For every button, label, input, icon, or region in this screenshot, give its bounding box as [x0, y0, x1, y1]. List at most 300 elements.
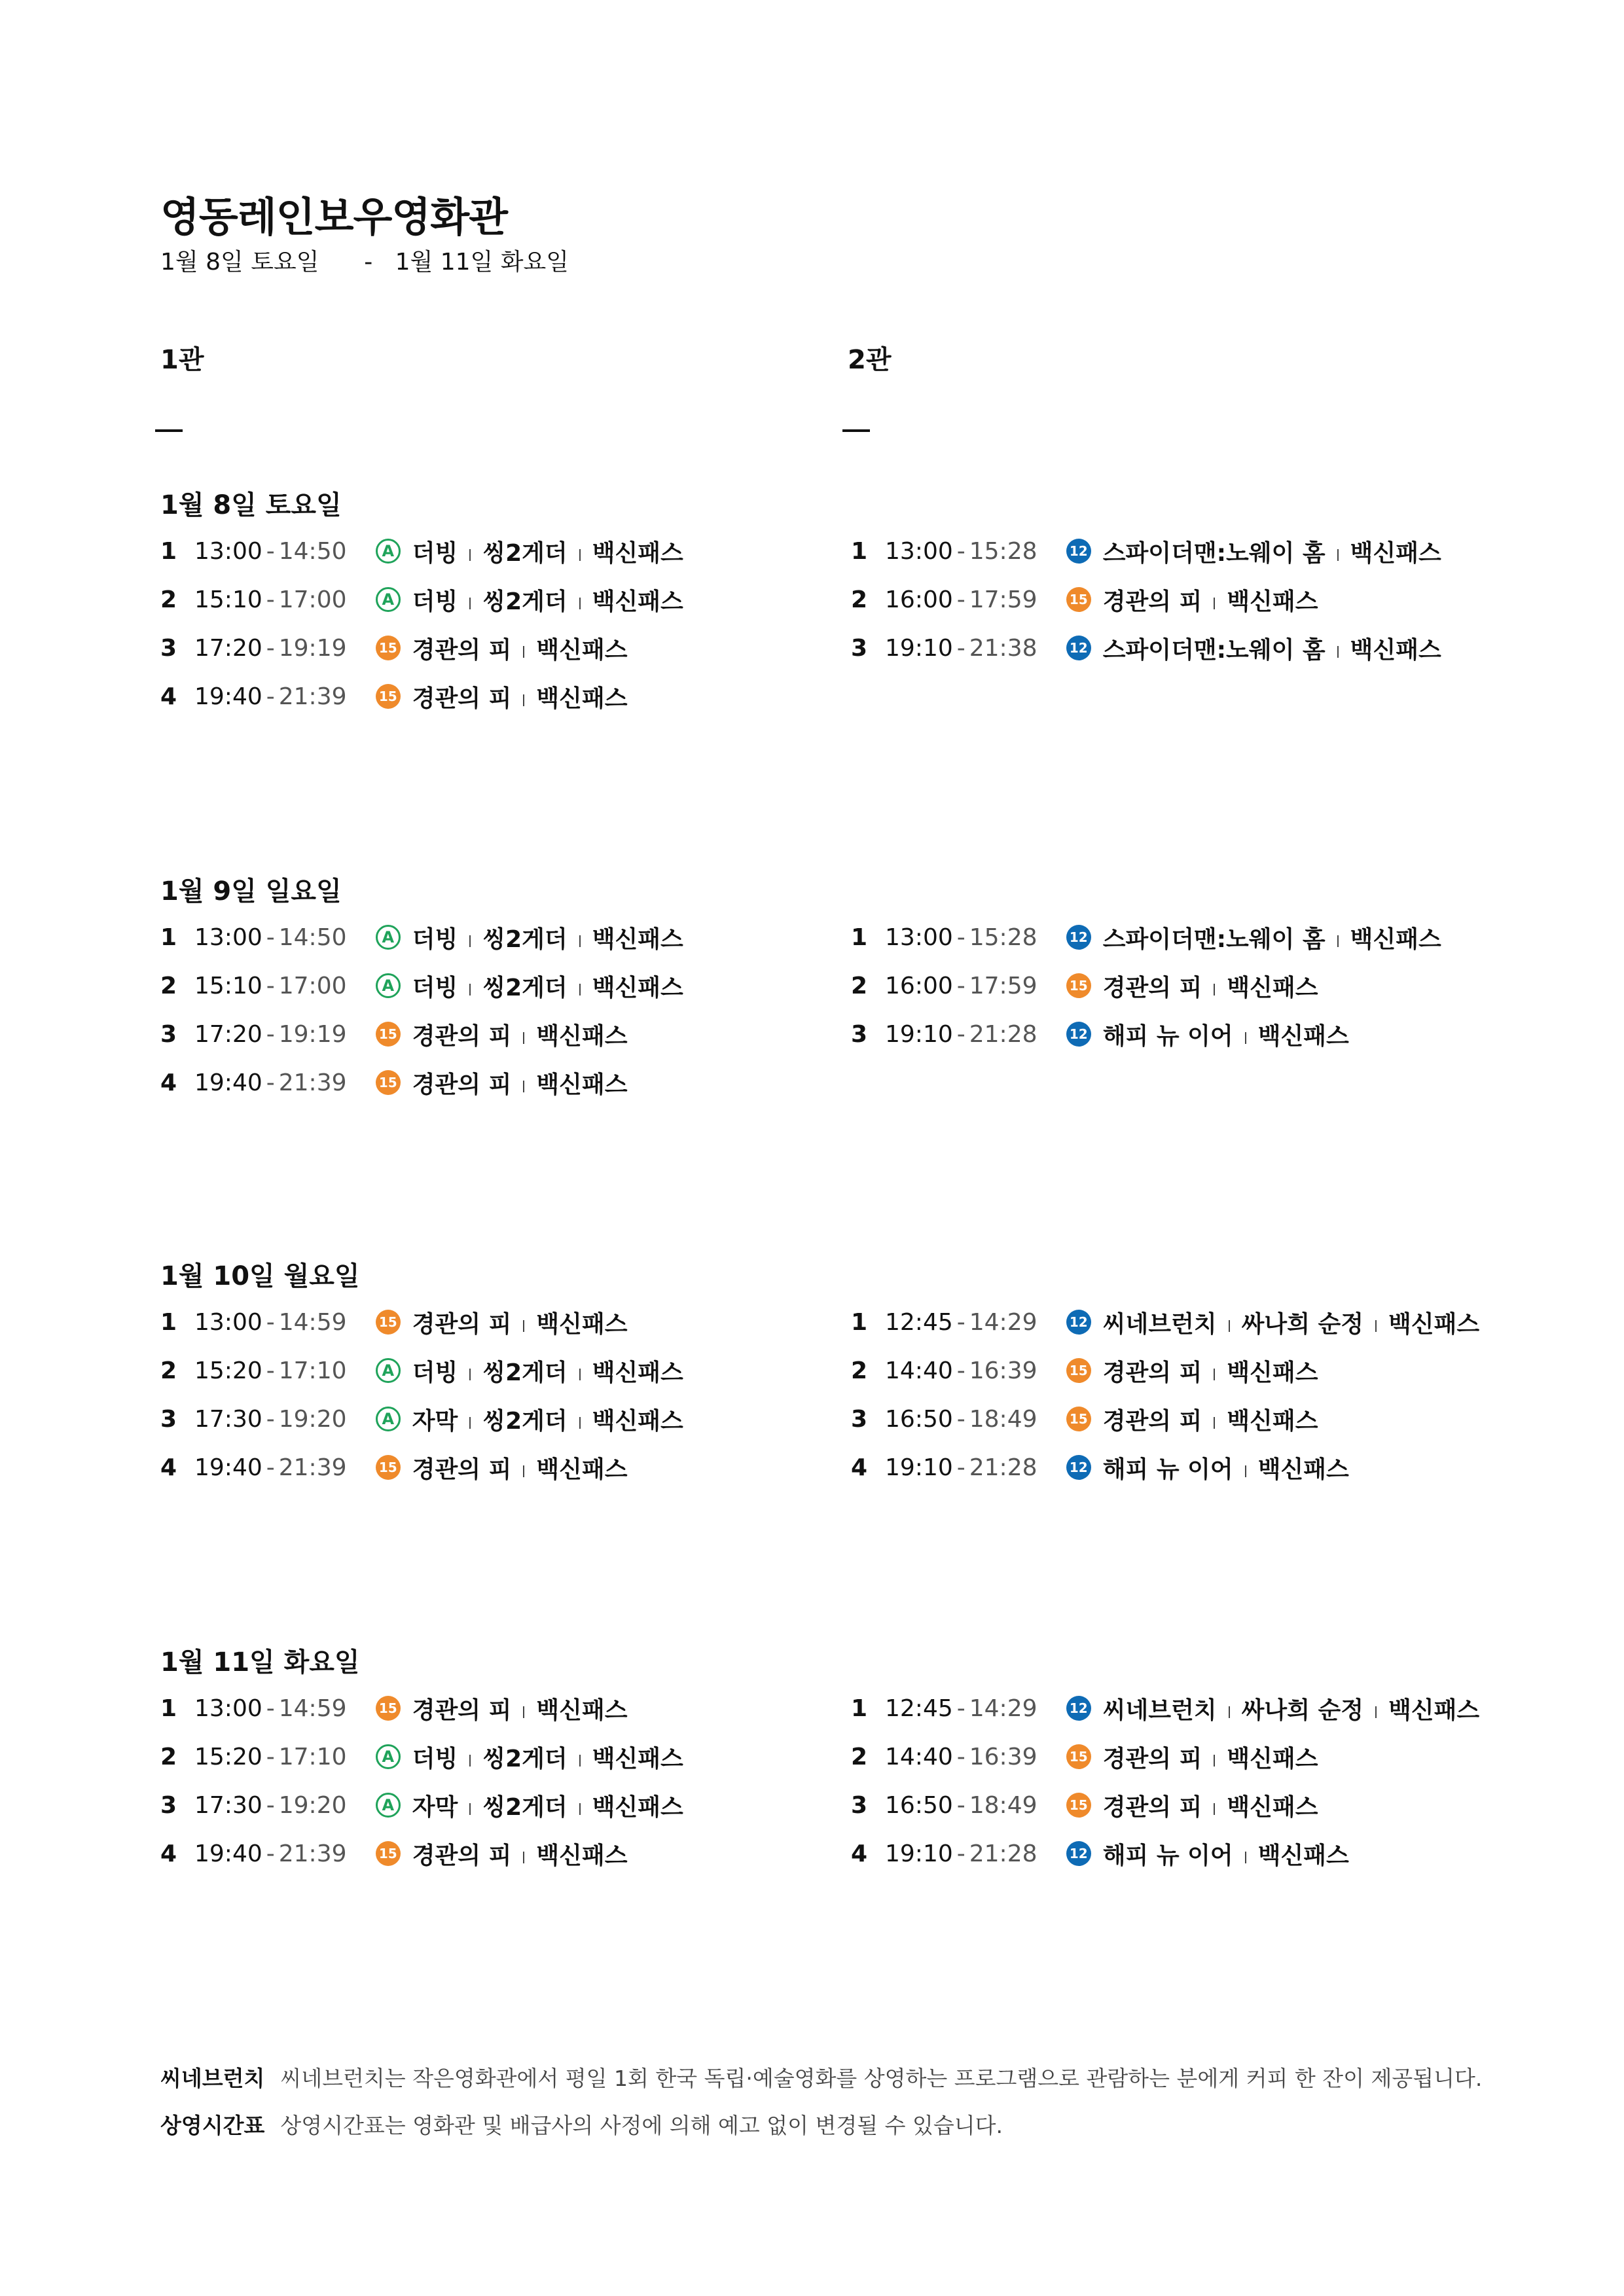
pass-label: 백신패스 [1388, 1310, 1480, 1338]
show-number: 1 [851, 1695, 868, 1722]
divider-bar [1337, 646, 1339, 658]
start-time: 17:20 [194, 1020, 262, 1048]
tag-label: 자막 [412, 1407, 458, 1435]
showtime-row [160, 1737, 683, 1776]
movie-title: 경관의 피 [412, 1022, 512, 1050]
divider-bar [469, 1803, 471, 1815]
showtime-row [160, 918, 683, 957]
time-separator: - [266, 634, 275, 662]
start-time: 14:40 [885, 1357, 953, 1384]
start-time: 15:10 [194, 586, 262, 613]
tag-label: 더빙 [412, 1745, 458, 1772]
rating-badge-12: 12 [1066, 925, 1091, 950]
showtime-row [160, 1302, 628, 1342]
rating-badge-12: 12 [1066, 1310, 1091, 1335]
divider-bar [1337, 935, 1339, 947]
show-number: 3 [160, 1791, 177, 1819]
hall-1-title: 1관 [160, 345, 204, 375]
end-time: 14:29 [969, 1308, 1038, 1336]
rating-badge-15: 15 [376, 1455, 401, 1480]
start-time: 13:00 [885, 537, 953, 565]
time-separator: - [266, 972, 275, 999]
day-heading: 1월 9일 일요일 [160, 876, 342, 906]
divider-bar [523, 1852, 524, 1863]
movie-title: 씽2게더 [482, 1745, 568, 1772]
divider-bar [1245, 1032, 1246, 1044]
showtime-row [160, 1448, 628, 1487]
time-separator: - [266, 1405, 275, 1433]
end-time: 15:28 [969, 537, 1038, 565]
divider-bar [523, 1081, 524, 1092]
show-number: 1 [160, 1308, 177, 1336]
divider-bar [469, 1755, 471, 1767]
movie-title: 해피 뉴 이어 [1102, 1022, 1233, 1050]
movie-title: 경관의 피 [1102, 1407, 1202, 1435]
end-time: 17:00 [278, 586, 347, 613]
divider-bar [1245, 1852, 1246, 1863]
showtime-row [160, 966, 683, 1005]
rating-badge-12: 12 [1066, 636, 1091, 660]
movie-title: 싸나희 순정 [1241, 1696, 1364, 1724]
time-separator: - [266, 1695, 275, 1722]
pass-label: 백신패스 [536, 1310, 628, 1338]
pass-label: 백신패스 [1350, 636, 1441, 664]
movie-title: 씽2게더 [482, 588, 568, 615]
movie-title: 경관의 피 [412, 1456, 512, 1483]
hall-1-divider [155, 429, 183, 432]
rating-badge-15: 15 [1066, 1358, 1091, 1383]
rating-badge-12: 12 [1066, 1696, 1091, 1721]
showtime-row [160, 628, 628, 668]
show-number: 2 [851, 1357, 868, 1384]
rating-badge-A: A [376, 925, 401, 950]
time-separator: - [266, 537, 275, 565]
movie-title: 경관의 피 [412, 1310, 512, 1338]
rating-badge-15: 15 [376, 1841, 401, 1866]
divider-bar [1337, 549, 1339, 561]
pass-label: 백신패스 [1257, 1456, 1349, 1483]
time-separator: - [956, 924, 965, 951]
time-separator: - [266, 1840, 275, 1867]
pass-label: 백신패스 [536, 636, 628, 664]
date-to: 1월 11일 화요일 [395, 249, 569, 276]
pass-label: 백신패스 [1227, 974, 1318, 1001]
movie-title: 씽2게더 [482, 539, 568, 567]
end-time: 14:59 [278, 1695, 347, 1722]
rating-badge-15: 15 [376, 1310, 401, 1335]
divider-bar [1214, 1369, 1215, 1380]
show-number: 2 [851, 586, 868, 613]
pass-label: 백신패스 [536, 1842, 628, 1869]
pass-label: 백신패스 [1227, 1359, 1318, 1386]
rating-badge-15: 15 [1066, 1744, 1091, 1769]
time-separator: - [266, 1069, 275, 1096]
tag-label: 더빙 [412, 1359, 458, 1386]
pass-label: 백신패스 [592, 539, 683, 567]
showtime-row [851, 1302, 1479, 1342]
rating-badge-15: 15 [376, 636, 401, 660]
divider-bar [469, 598, 471, 609]
pass-label: 백신패스 [592, 1793, 683, 1821]
time-separator: - [956, 1695, 965, 1722]
showtime-row [851, 580, 1318, 619]
movie-title: 씽2게더 [482, 1407, 568, 1435]
day-heading: 1월 8일 토요일 [160, 490, 342, 520]
show-number: 1 [160, 537, 177, 565]
showtime-row [851, 1448, 1349, 1487]
end-time: 19:19 [278, 1020, 347, 1048]
show-number: 4 [851, 1840, 868, 1867]
showtime-row [851, 1014, 1349, 1054]
hall-2-title: 2관 [848, 345, 892, 375]
rating-badge-A: A [376, 1358, 401, 1383]
end-time: 21:39 [278, 1840, 347, 1867]
movie-title: 경관의 피 [412, 636, 512, 664]
end-time: 17:59 [969, 972, 1038, 999]
start-time: 13:00 [194, 1308, 262, 1336]
rating-badge-A: A [376, 1793, 401, 1818]
time-separator: - [956, 1405, 965, 1433]
divider-bar [523, 1706, 524, 1718]
pass-label: 백신패스 [1350, 925, 1441, 953]
divider-bar [469, 935, 471, 947]
end-time: 17:59 [969, 586, 1038, 613]
pass-label: 백신패스 [536, 1022, 628, 1050]
rating-badge-12: 12 [1066, 539, 1091, 564]
start-time: 16:00 [885, 586, 953, 613]
showtime-row [160, 1785, 683, 1825]
show-number: 3 [851, 1020, 868, 1048]
end-time: 21:28 [969, 1454, 1038, 1481]
show-number: 2 [851, 1743, 868, 1770]
divider-bar [1375, 1320, 1377, 1332]
end-time: 17:00 [278, 972, 347, 999]
date-from: 1월 8일 토요일 [160, 249, 319, 276]
end-time: 21:39 [278, 1454, 347, 1481]
footer-note-text: 씨네브런치는 작은영화관에서 평일 1회 한국 독립·예술영화를 상영하는 프로그램으로 관람하는 분에게 커피 한 잔이 제공됩니다. [280, 2066, 1483, 2091]
end-time: 21:39 [278, 683, 347, 710]
movie-title: 씽2게더 [482, 1793, 568, 1821]
show-number: 3 [851, 1791, 868, 1819]
time-separator: - [266, 1020, 275, 1048]
showtime-row [851, 531, 1441, 571]
showtime-row [851, 628, 1441, 668]
start-time: 15:10 [194, 972, 262, 999]
divider-bar [1214, 1755, 1215, 1767]
rating-badge-15: 15 [1066, 1407, 1091, 1431]
show-number: 2 [160, 972, 177, 999]
show-number: 3 [160, 634, 177, 662]
day-heading: 1월 11일 화요일 [160, 1647, 360, 1677]
time-separator: - [266, 683, 275, 710]
show-number: 2 [851, 972, 868, 999]
show-number: 2 [160, 1357, 177, 1384]
start-time: 19:40 [194, 683, 262, 710]
end-time: 19:20 [278, 1405, 347, 1433]
show-number: 4 [160, 1069, 177, 1096]
movie-title: 씽2게더 [482, 925, 568, 953]
start-time: 19:10 [885, 1840, 953, 1867]
divider-bar [579, 598, 581, 609]
end-time: 18:49 [969, 1405, 1038, 1433]
footer-note [160, 2062, 1482, 2092]
movie-title: 경관의 피 [412, 685, 512, 712]
divider-bar [469, 1369, 471, 1380]
showtime-row [851, 1351, 1318, 1390]
movie-title: 싸나희 순정 [1241, 1310, 1364, 1338]
tag-label: 더빙 [412, 539, 458, 567]
start-time: 17:30 [194, 1791, 262, 1819]
end-time: 14:29 [969, 1695, 1038, 1722]
pass-label: 백신패스 [536, 1071, 628, 1098]
showtime-row [160, 1689, 628, 1728]
pass-label: 백신패스 [592, 925, 683, 953]
divider-bar [523, 646, 524, 658]
start-time: 17:30 [194, 1405, 262, 1433]
end-time: 18:49 [969, 1791, 1038, 1819]
rating-badge-A: A [376, 973, 401, 998]
showtime-row [851, 966, 1318, 1005]
start-time: 17:20 [194, 634, 262, 662]
time-separator: - [956, 1840, 965, 1867]
divider-bar [523, 694, 524, 706]
divider-bar [1214, 598, 1215, 609]
end-time: 21:39 [278, 1069, 347, 1096]
start-time: 15:20 [194, 1357, 262, 1384]
tag-label: 더빙 [412, 974, 458, 1001]
pass-label: 백신패스 [592, 974, 683, 1001]
divider-bar [523, 1032, 524, 1044]
end-time: 16:39 [969, 1743, 1038, 1770]
showtime-row [160, 677, 628, 716]
pass-label: 백신패스 [1227, 1793, 1318, 1821]
rating-badge-15: 15 [376, 1696, 401, 1721]
show-number: 3 [160, 1405, 177, 1433]
divider-bar [1375, 1706, 1377, 1718]
end-time: 19:20 [278, 1791, 347, 1819]
showtime-row [160, 1063, 628, 1102]
start-time: 14:40 [885, 1743, 953, 1770]
show-number: 4 [160, 1454, 177, 1481]
start-time: 12:45 [885, 1695, 953, 1722]
end-time: 15:28 [969, 924, 1038, 951]
time-separator: - [266, 1357, 275, 1384]
movie-title: 씽2게더 [482, 974, 568, 1001]
divider-bar [1229, 1320, 1230, 1332]
tag-label: 자막 [412, 1793, 458, 1821]
showtime-row [851, 1399, 1318, 1439]
rating-badge-15: 15 [1066, 973, 1091, 998]
divider-bar [579, 1803, 581, 1815]
movie-title: 스파이더맨:노웨이 홈 [1102, 636, 1326, 664]
start-time: 13:00 [885, 924, 953, 951]
movie-title: 경관의 피 [1102, 974, 1202, 1001]
end-time: 17:10 [278, 1357, 347, 1384]
start-time: 19:10 [885, 1454, 953, 1481]
end-time: 17:10 [278, 1743, 347, 1770]
tag-label: 더빙 [412, 588, 458, 615]
divider-bar [1214, 984, 1215, 996]
footer-note-label: 상영시간표 [160, 2113, 265, 2138]
movie-title: 스파이더맨:노웨이 홈 [1102, 925, 1326, 953]
pass-label: 백신패스 [536, 1696, 628, 1724]
divider-bar [469, 984, 471, 996]
date-range [160, 243, 569, 277]
showtime-row [160, 1014, 628, 1054]
divider-bar [1214, 1417, 1215, 1429]
start-time: 16:00 [885, 972, 953, 999]
pass-label: 백신패스 [1257, 1842, 1349, 1869]
divider-bar [579, 935, 581, 947]
showtime-row [160, 580, 683, 619]
pass-label: 백신패스 [1227, 1407, 1318, 1435]
start-time: 16:50 [885, 1405, 953, 1433]
tag-label: 더빙 [412, 925, 458, 953]
rating-badge-15: 15 [376, 684, 401, 709]
divider-bar [579, 1417, 581, 1429]
show-number: 1 [851, 537, 868, 565]
movie-title: 경관의 피 [1102, 1745, 1202, 1772]
pass-label: 백신패스 [1257, 1022, 1349, 1050]
time-separator: - [956, 1308, 965, 1336]
show-number: 1 [851, 1308, 868, 1336]
divider-bar [523, 1465, 524, 1477]
rating-badge-12: 12 [1066, 1022, 1091, 1047]
divider-bar [579, 549, 581, 561]
start-time: 19:40 [194, 1840, 262, 1867]
start-time: 19:40 [194, 1454, 262, 1481]
showtime-row [160, 1351, 683, 1390]
rating-badge-A: A [376, 1407, 401, 1431]
start-time: 16:50 [885, 1791, 953, 1819]
end-time: 16:39 [969, 1357, 1038, 1384]
time-separator: - [956, 972, 965, 999]
time-separator: - [266, 1743, 275, 1770]
end-time: 21:38 [969, 634, 1038, 662]
time-separator: - [266, 924, 275, 951]
time-separator: - [956, 1791, 965, 1819]
show-number: 3 [160, 1020, 177, 1048]
footer-note-text: 상영시간표는 영화관 및 배급사의 사정에 의해 예고 없이 변경될 수 있습니다. [280, 2113, 1003, 2138]
date-range-dash: - [364, 249, 373, 276]
end-time: 21:28 [969, 1020, 1038, 1048]
end-time: 19:19 [278, 634, 347, 662]
divider-bar [469, 549, 471, 561]
movie-title: 경관의 피 [1102, 1359, 1202, 1386]
movie-title: 경관의 피 [1102, 588, 1202, 615]
showtime-row [851, 918, 1441, 957]
start-time: 13:00 [194, 1695, 262, 1722]
show-number: 4 [851, 1454, 868, 1481]
show-number: 1 [160, 924, 177, 951]
rating-badge-15: 15 [1066, 1793, 1091, 1818]
movie-title: 씽2게더 [482, 1359, 568, 1386]
pass-label: 백신패스 [592, 1359, 683, 1386]
tag-label: 씨네브런치 [1102, 1310, 1217, 1338]
show-number: 4 [160, 1840, 177, 1867]
divider-bar [469, 1417, 471, 1429]
rating-badge-A: A [376, 539, 401, 564]
pass-label: 백신패스 [592, 588, 683, 615]
end-time: 14:50 [278, 924, 347, 951]
showtime-row [851, 1785, 1318, 1825]
time-separator: - [956, 634, 965, 662]
pass-label: 백신패스 [1227, 588, 1318, 615]
time-separator: - [956, 537, 965, 565]
pass-label: 백신패스 [1227, 1745, 1318, 1772]
show-number: 2 [160, 586, 177, 613]
hall-2-divider [842, 429, 870, 432]
showtime-row [851, 1689, 1479, 1728]
end-time: 14:59 [278, 1308, 347, 1336]
start-time: 19:10 [885, 1020, 953, 1048]
rating-badge-A: A [376, 587, 401, 612]
show-number: 1 [160, 1695, 177, 1722]
movie-title: 경관의 피 [412, 1071, 512, 1098]
start-time: 19:10 [885, 634, 953, 662]
movie-title: 경관의 피 [1102, 1793, 1202, 1821]
show-number: 2 [160, 1743, 177, 1770]
rating-badge-15: 15 [1066, 587, 1091, 612]
rating-badge-15: 15 [376, 1070, 401, 1095]
time-separator: - [956, 586, 965, 613]
time-separator: - [956, 1454, 965, 1481]
pass-label: 백신패스 [1388, 1696, 1480, 1724]
start-time: 13:00 [194, 924, 262, 951]
time-separator: - [266, 586, 275, 613]
divider-bar [1229, 1706, 1230, 1718]
divider-bar [1214, 1803, 1215, 1815]
rating-badge-15: 15 [376, 1022, 401, 1047]
divider-bar [579, 984, 581, 996]
divider-bar [1245, 1465, 1246, 1477]
show-number: 3 [851, 634, 868, 662]
start-time: 19:40 [194, 1069, 262, 1096]
divider-bar [579, 1369, 581, 1380]
time-separator: - [956, 1020, 965, 1048]
time-separator: - [956, 1743, 965, 1770]
start-time: 12:45 [885, 1308, 953, 1336]
divider-bar [523, 1320, 524, 1332]
rating-badge-12: 12 [1066, 1455, 1091, 1480]
pass-label: 백신패스 [592, 1745, 683, 1772]
movie-title: 해피 뉴 이어 [1102, 1456, 1233, 1483]
time-separator: - [266, 1454, 275, 1481]
pass-label: 백신패스 [536, 1456, 628, 1483]
time-separator: - [956, 1357, 965, 1384]
pass-label: 백신패스 [592, 1407, 683, 1435]
movie-title: 경관의 피 [412, 1842, 512, 1869]
rating-badge-12: 12 [1066, 1841, 1091, 1866]
movie-title: 스파이더맨:노웨이 홈 [1102, 539, 1326, 567]
footer-note-label: 씨네브런치 [160, 2066, 265, 2091]
rating-badge-A: A [376, 1744, 401, 1769]
start-time: 13:00 [194, 537, 262, 565]
show-number: 3 [851, 1405, 868, 1433]
show-number: 4 [160, 683, 177, 710]
show-number: 1 [851, 924, 868, 951]
day-heading: 1월 10일 월요일 [160, 1261, 360, 1291]
tag-label: 씨네브런치 [1102, 1696, 1217, 1724]
showtime-row [160, 1399, 683, 1439]
start-time: 15:20 [194, 1743, 262, 1770]
showtime-row [160, 1834, 628, 1873]
time-separator: - [266, 1791, 275, 1819]
showtime-row [851, 1737, 1318, 1776]
end-time: 21:28 [969, 1840, 1038, 1867]
movie-title: 해피 뉴 이어 [1102, 1842, 1233, 1869]
page-title: 영동레인보우영화관 [160, 193, 508, 241]
